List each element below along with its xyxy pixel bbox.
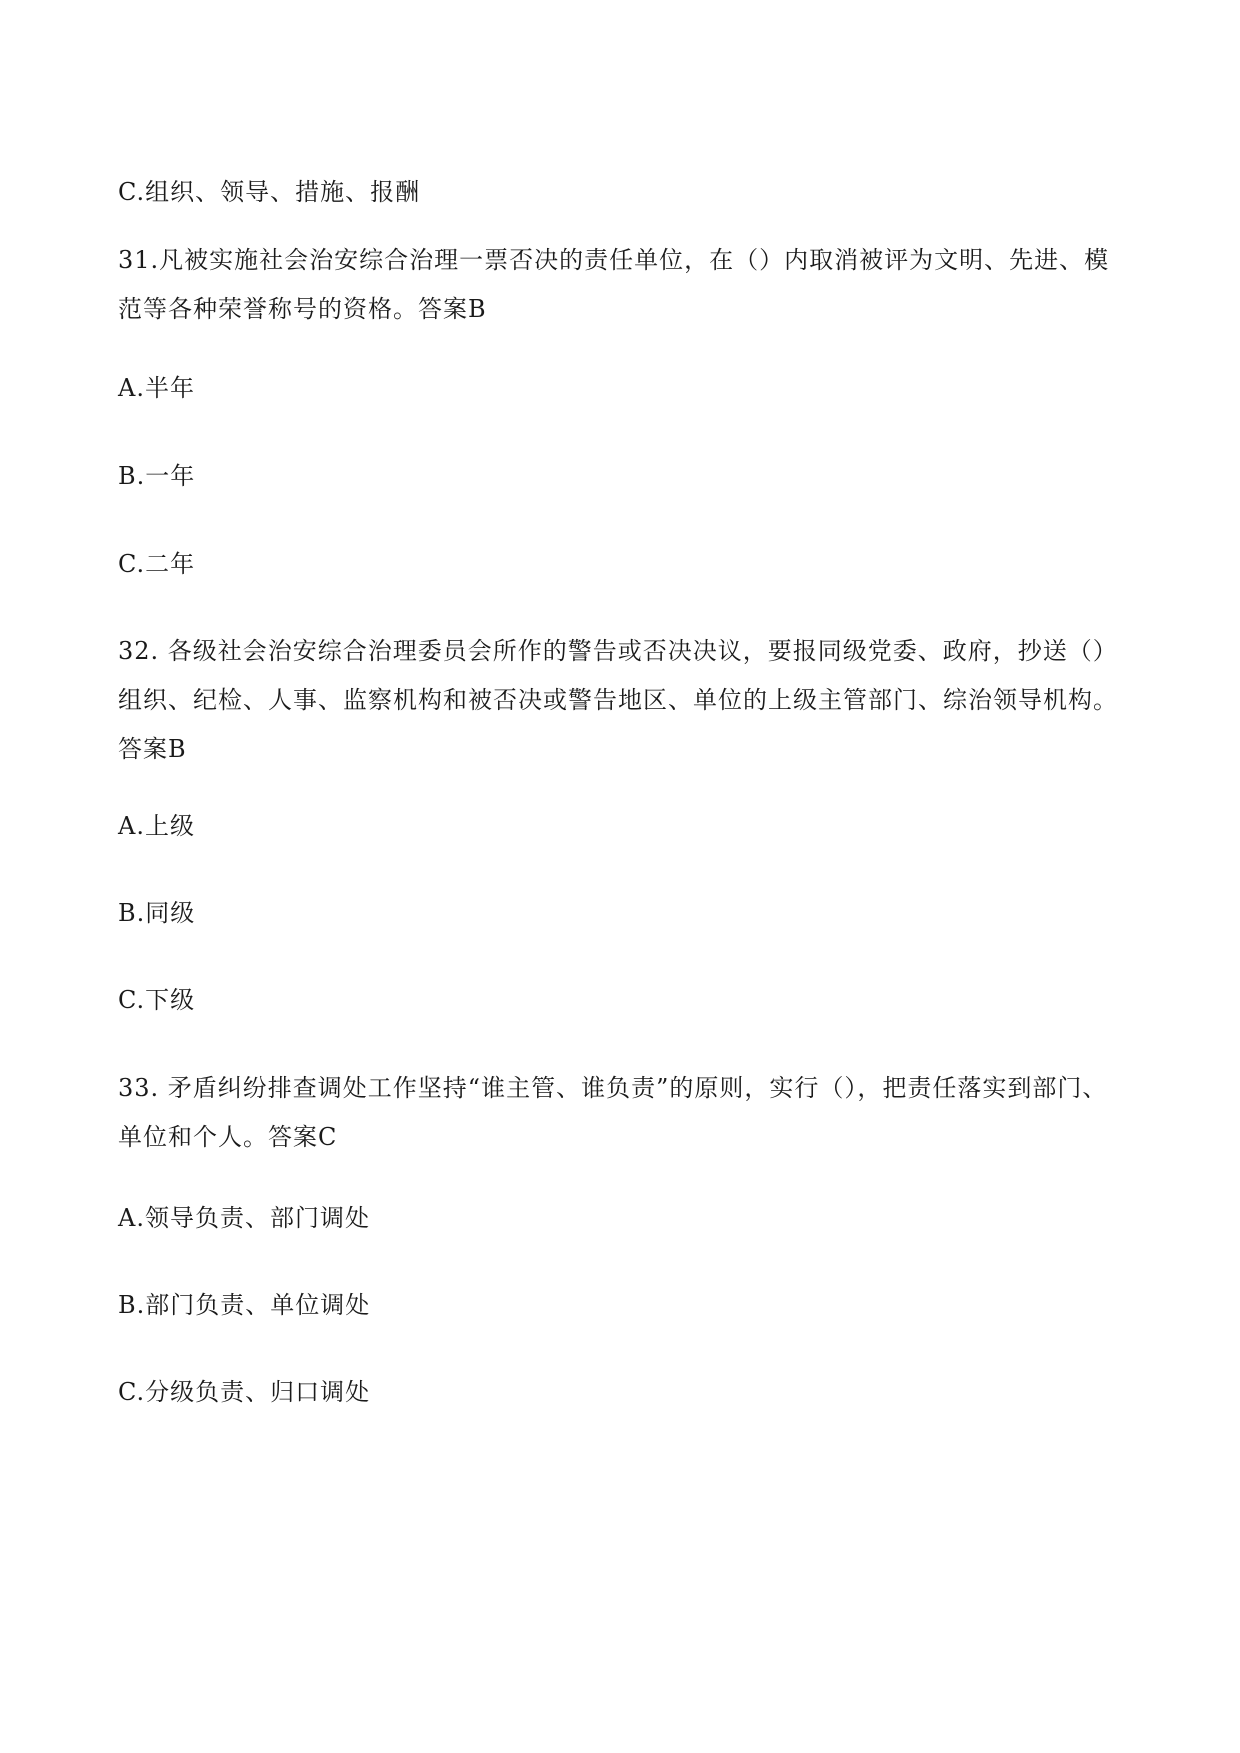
prev-question-option-c: C.组织、领导、措施、报酬 — [118, 178, 421, 206]
question-33-option-c: C.分级负责、归口调处 — [118, 1378, 371, 1406]
question-31-option-c: C.二年 — [118, 550, 196, 578]
question-33-text: 33. 矛盾纠纷排查调处工作坚持“谁主管、谁负责”的原则，实行（），把责任落实到部门、单位和个人。答案C — [118, 1074, 1108, 1151]
question-31-option-b: B.一年 — [118, 462, 196, 490]
question-32-text: 32. 各级社会治安综合治理委员会所作的警告或否决决议，要报同级党委、政府，抄送（）组织、纪检、人事、监察机构和被否决或警告地区、单位的上级主管部门、综治领导机构。答案B — [118, 637, 1118, 763]
question-32-option-a: A.上级 — [118, 812, 195, 840]
question-32-option-c: C.下级 — [118, 986, 196, 1014]
question-31-option-a: A.半年 — [118, 374, 195, 402]
question-31-text: 31.凡被实施社会治安综合治理一票否决的责任单位，在（）内取消被评为文明、先进、模范等各种荣誉称号的资格。答案B — [118, 246, 1110, 323]
question-32-option-b: B.同级 — [118, 899, 196, 927]
question-33-option-b: B.部门负责、单位调处 — [118, 1291, 371, 1319]
question-33-option-a: A.领导负责、部门调处 — [118, 1204, 370, 1232]
